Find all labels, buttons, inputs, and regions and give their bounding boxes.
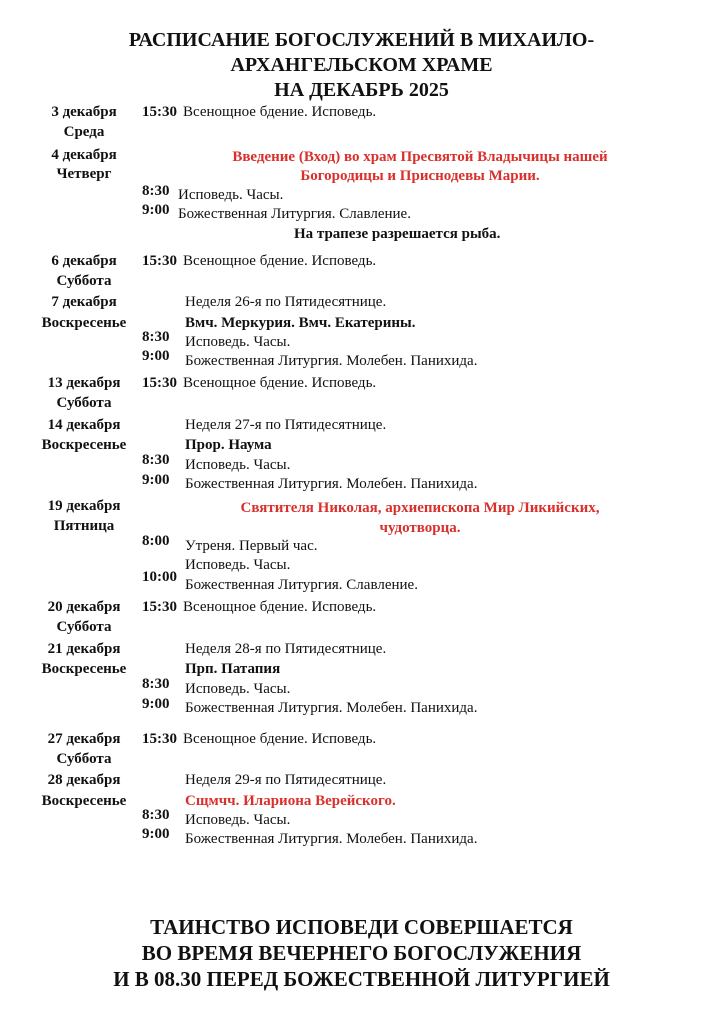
footer-line-1: ТАИНСТВО ИСПОВЕДИ СОВЕРШАЕТСЯ: [150, 915, 573, 939]
entry-week: Неделя 26-я по Пятидесятнице.: [185, 294, 387, 310]
entry-weekday: Суббота: [56, 395, 112, 411]
entry-saints: Сщмчч. Илариона Верейского.: [185, 793, 396, 809]
entry-service: Всенощное бдение. Исповедь.: [183, 599, 377, 615]
feast-title: Святителя Николая, архиепископа Мир Ликийских,: [240, 500, 600, 516]
entry-weekday: Воскресенье: [41, 437, 127, 453]
entry-time: 8:30: [142, 183, 170, 199]
entry-date: 19 декабря: [47, 498, 121, 514]
feast-title-cont: Богородицы и Приснодевы Марии.: [300, 168, 540, 184]
entry-date: 7 декабря: [51, 294, 117, 310]
entry-service: Божественная Литургия. Молебен. Панихида.: [185, 831, 478, 847]
entry-service: Исповедь. Часы.: [185, 681, 291, 697]
entry-weekday: Среда: [63, 124, 105, 140]
entry-date: 13 декабря: [47, 375, 121, 391]
entry-week: Неделя 28-я по Пятидесятнице.: [185, 641, 387, 657]
entry-service: Божественная Литургия. Молебен. Панихида.: [185, 700, 478, 716]
entry-date: 21 декабря: [47, 641, 121, 657]
feast-title-cont: чудотворца.: [379, 520, 461, 536]
entry-service: Исповедь. Часы.: [178, 187, 284, 203]
entry-weekday: Суббота: [56, 751, 112, 767]
entry-service: Всенощное бдение. Исповедь.: [183, 375, 377, 391]
entry-saints: Вмч. Меркурия. Вмч. Екатерины.: [185, 315, 416, 331]
entry-time: 15:30: [142, 599, 177, 615]
entry-service: Исповедь. Часы.: [185, 457, 291, 473]
entry-time: 8:30: [142, 676, 170, 692]
entry-date: 27 декабря: [47, 731, 121, 747]
entry-time: 15:30: [142, 253, 177, 269]
feast-title: Введение (Вход) во храм Пресвятой Владычицы нашей: [232, 149, 608, 165]
entry-time: 10:00: [142, 569, 177, 585]
footer-line-2: ВО ВРЕМЯ ВЕЧЕРНЕГО БОГОСЛУЖЕНИЯ: [141, 941, 582, 965]
entry-service: Божественная Литургия. Славление.: [185, 577, 418, 593]
entry-time: 8:00: [142, 533, 170, 549]
entry-time: 9:00: [142, 696, 170, 712]
entry-time: 9:00: [142, 472, 170, 488]
entry-service: Всенощное бдение. Исповедь.: [183, 731, 377, 747]
title-line-3: НА ДЕКАБРЬ 2025: [274, 79, 449, 101]
entry-service: Исповедь. Часы.: [185, 812, 291, 828]
entry-date: 20 декабря: [47, 599, 121, 615]
entry-service: Всенощное бдение. Исповедь.: [183, 253, 377, 269]
entry-service: Исповедь. Часы.: [185, 557, 291, 573]
entry-weekday: Воскресенье: [41, 661, 127, 677]
title-line-1: РАСПИСАНИЕ БОГОСЛУЖЕНИЙ В МИХАИЛО-: [128, 29, 595, 51]
entry-date: 28 декабря: [47, 772, 121, 788]
entry-date: 3 декабря: [51, 104, 117, 120]
entry-time: 8:30: [142, 452, 170, 468]
entry-note: На трапезе разрешается рыба.: [294, 226, 501, 242]
entry-week: Неделя 29-я по Пятидесятнице.: [185, 772, 387, 788]
entry-saints: Прп. Патапия: [185, 661, 281, 677]
title-line-2: АРХАНГЕЛЬСКОМ ХРАМЕ: [230, 54, 493, 76]
entry-weekday: Суббота: [56, 619, 112, 635]
entry-weekday: Суббота: [56, 273, 112, 289]
entry-time: 9:00: [142, 348, 170, 364]
entry-week: Неделя 27-я по Пятидесятнице.: [185, 417, 387, 433]
entry-time: 9:00: [142, 826, 170, 842]
entry-service: Божественная Литургия. Молебен. Панихида.: [185, 476, 478, 492]
entry-saints: Прор. Наума: [185, 437, 272, 453]
entry-service: Всенощное бдение. Исповедь.: [183, 104, 377, 120]
entry-service: Божественная Литургия. Славление.: [178, 206, 411, 222]
entry-time: 15:30: [142, 104, 177, 120]
entry-date: 4 декабря: [51, 147, 117, 163]
entry-time: 15:30: [142, 375, 177, 391]
entry-time: 8:30: [142, 329, 170, 345]
entry-date: 14 декабря: [47, 417, 121, 433]
entry-weekday: Пятница: [53, 518, 115, 534]
entry-service: Божественная Литургия. Молебен. Панихида.: [185, 353, 478, 369]
entry-service: Исповедь. Часы.: [185, 334, 291, 350]
footer-line-3: И В 08.30 ПЕРЕД БОЖЕСТВЕННОЙ ЛИТУРГИЕЙ: [113, 967, 610, 991]
entry-time: 9:00: [142, 202, 170, 218]
entry-date: 6 декабря: [51, 253, 117, 269]
entry-weekday: Воскресенье: [41, 793, 127, 809]
entry-time: 15:30: [142, 731, 177, 747]
entry-service: Утреня. Первый час.: [185, 538, 318, 554]
entry-time: 8:30: [142, 807, 170, 823]
entry-weekday: Четверг: [56, 166, 112, 182]
entry-weekday: Воскресенье: [41, 315, 127, 331]
